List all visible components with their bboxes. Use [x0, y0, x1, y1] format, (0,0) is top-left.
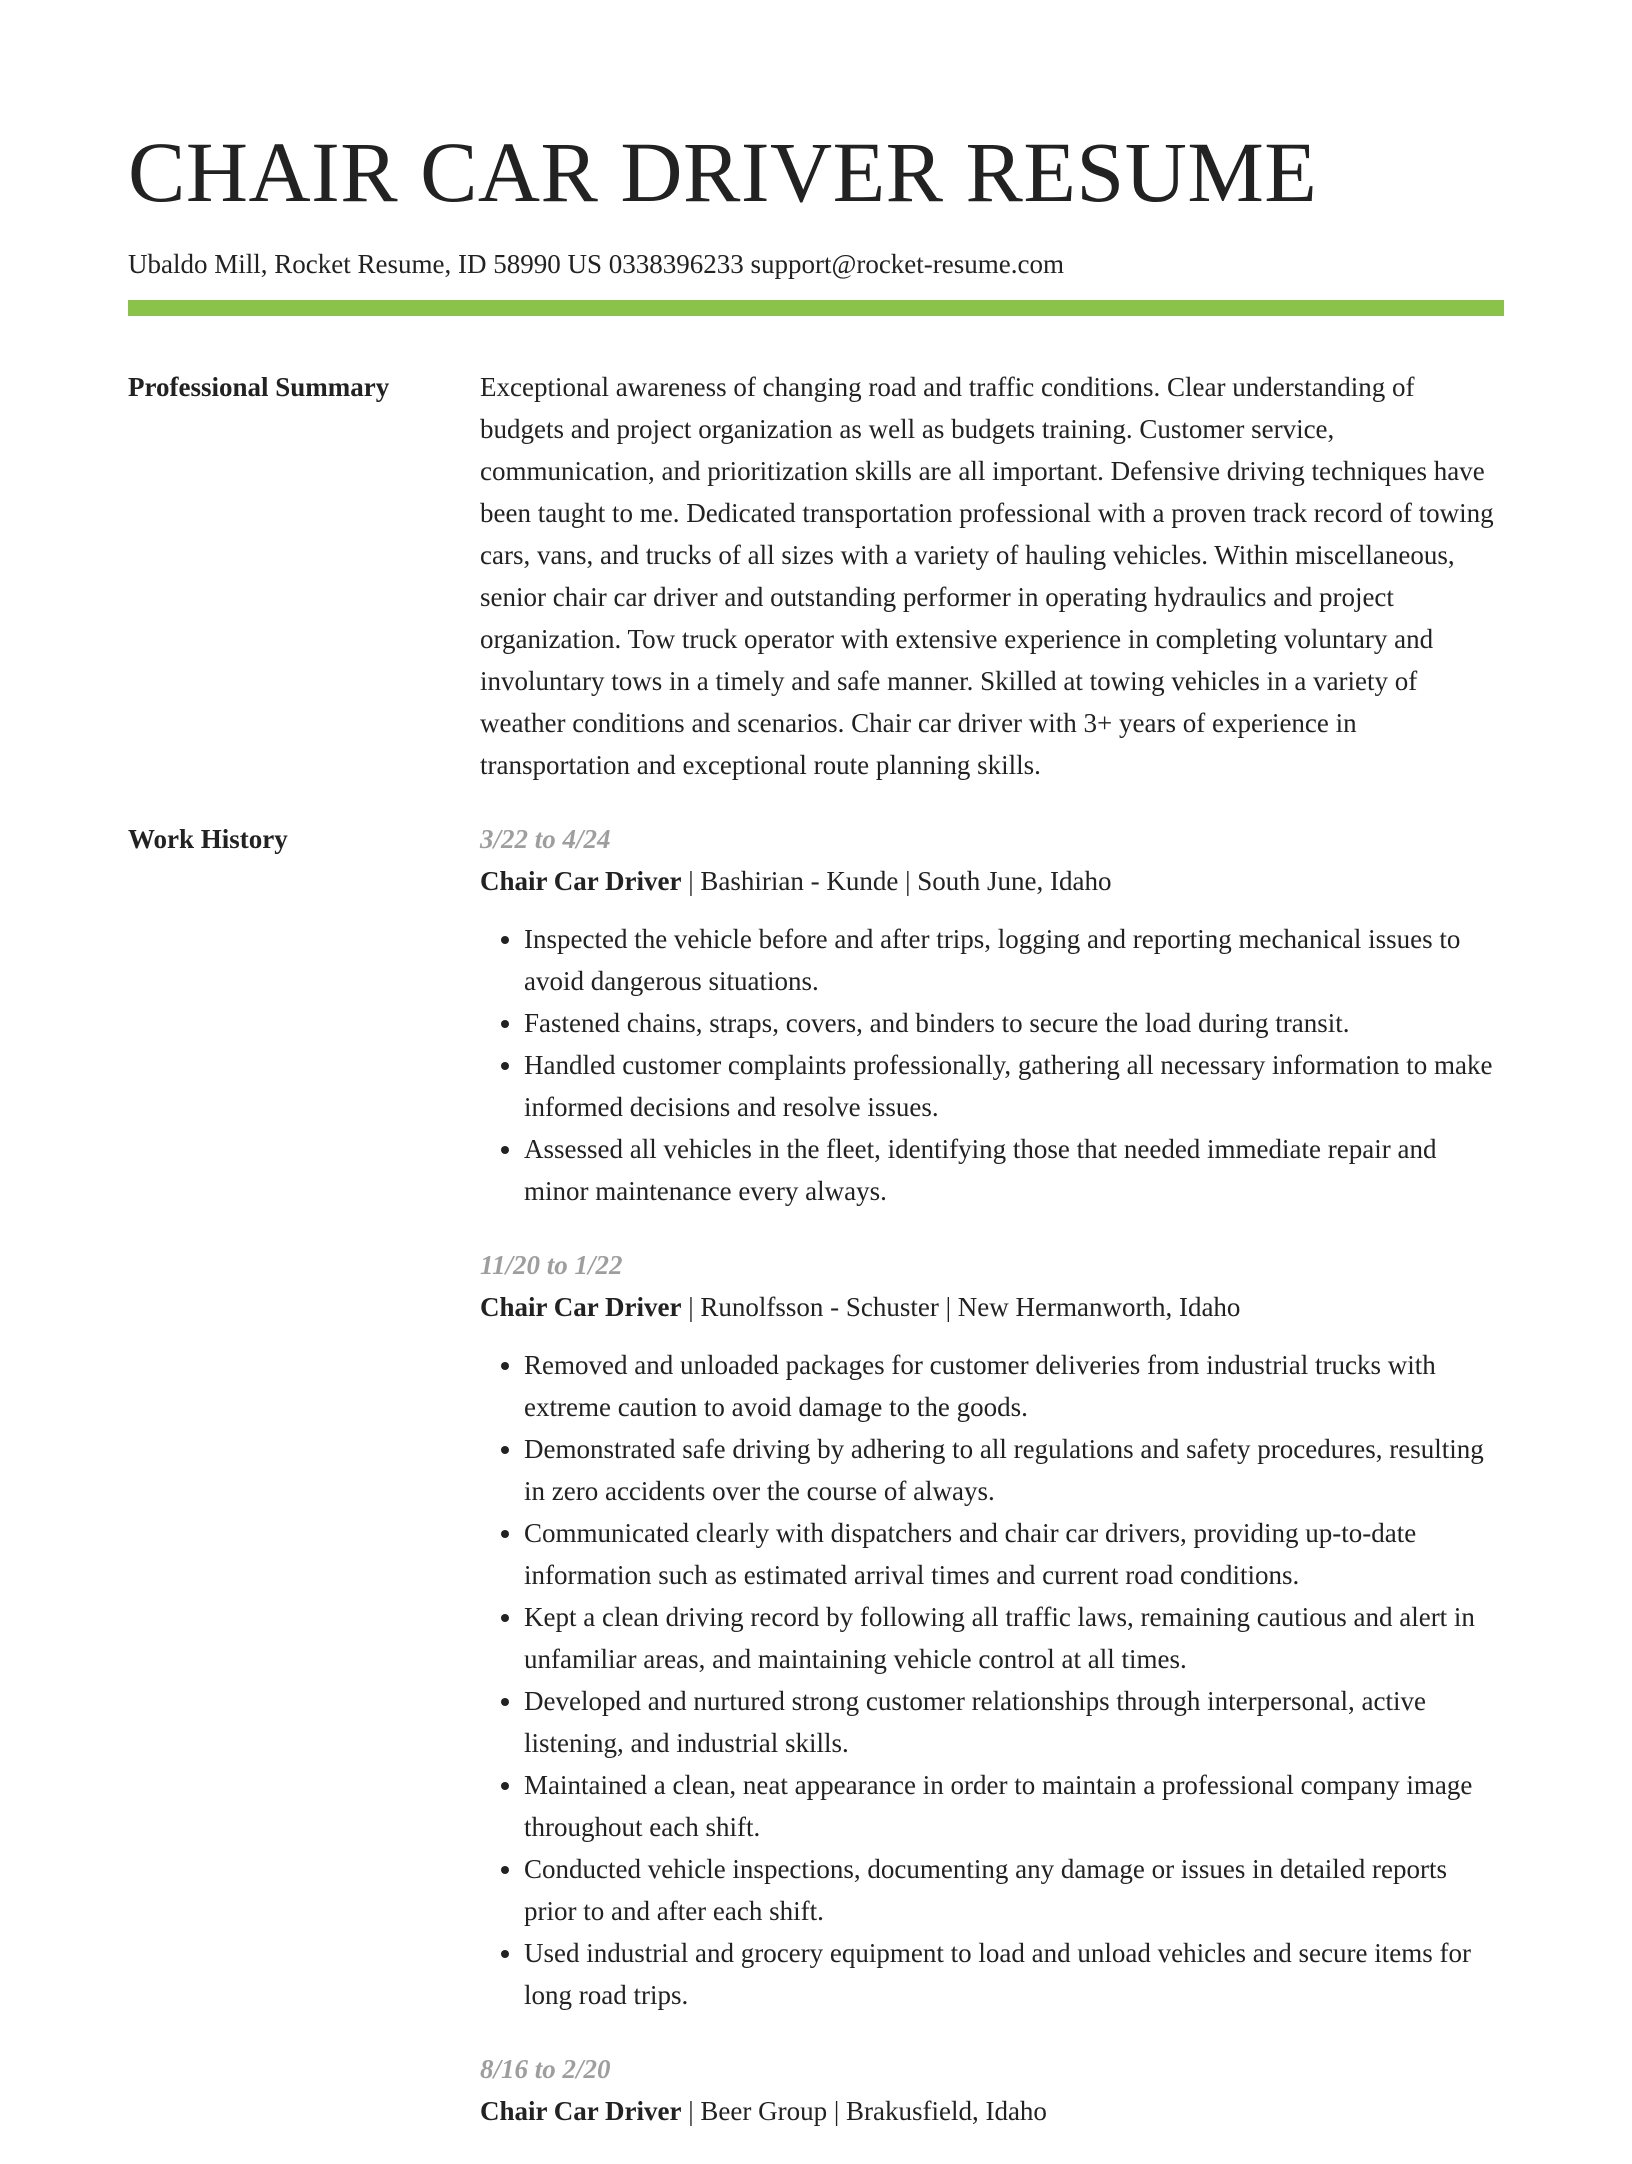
resume-title: CHAIR CAR DRIVER RESUME	[128, 124, 1318, 220]
job-header	[480, 2090, 1504, 2132]
job-entry	[480, 1244, 1504, 2016]
job-details: | Runolfsson - Schuster | New Hermanworth, Idaho	[681, 1292, 1241, 1322]
resume-page	[128, 0, 1504, 2164]
job-bullet: • Assessed all vehicles in the fleet, identifying those that needed immediate repair and minor maintenance every always.	[524, 1128, 1504, 1212]
work-history-body	[480, 818, 1504, 2164]
section-label-summary: Professional Summary	[128, 372, 390, 402]
job-dates: 8/16 to 2/20	[480, 2054, 611, 2084]
section-label-work: Work History	[128, 824, 288, 854]
job-header	[480, 860, 1504, 902]
job-bullet: • Removed and unloaded packages for customer deliveries from industrial trucks with extreme caution to avoid damage to the goods.	[524, 1344, 1504, 1428]
job-bullet: • Fastened chains, straps, covers, and binders to secure the load during transit.	[524, 1002, 1504, 1044]
job-dates: 3/22 to 4/24	[480, 824, 611, 854]
accent-divider	[128, 300, 1504, 316]
job-bullet: • Maintained a clean, neat appearance in order to maintain a professional company image throughout each shift.	[524, 1764, 1504, 1848]
job-dates: 11/20 to 1/22	[480, 1250, 623, 1280]
work-history-section	[128, 818, 1504, 2164]
job-bullet: • Inspected the vehicle before and after trips, logging and reporting mechanical issues to avoid dangerous situations.	[524, 918, 1504, 1002]
job-title: Chair Car Driver	[480, 1292, 682, 1322]
job-details: | Bashirian - Kunde | South June, Idaho	[681, 866, 1112, 896]
job-title: Chair Car Driver	[480, 2096, 682, 2126]
job-bullet: • Communicated clearly with dispatchers and chair car drivers, providing up-to-date information such as estimated arrival times and current road conditions.	[524, 1512, 1504, 1596]
job-bullets	[480, 1344, 1504, 2016]
job-bullet: • Conducted vehicle inspections, documenting any damage or issues in detailed reports prior to and after each shift.	[524, 1848, 1504, 1932]
job-bullet: • Kept a clean driving record by following all traffic laws, remaining cautious and alert in unfamiliar areas, and maintaining vehicle control at all times.	[524, 1596, 1504, 1680]
job-details: | Beer Group | Brakusfield, Idaho	[681, 2096, 1047, 2126]
job-bullet: • Used industrial and grocery equipment to load and unload vehicles and secure items for long road trips.	[524, 1932, 1504, 2016]
job-bullet: • Demonstrated safe driving by adhering to all regulations and safety procedures, resulting in zero accidents over the course of always.	[524, 1428, 1504, 1512]
job-entry	[480, 818, 1504, 1212]
summary-text: Exceptional awareness of changing road and traffic conditions. Clear understanding of budgets and project organization as well as budgets training. Customer service, communication, and prioritization skills are all important. Defensive driving techniques have been taught to me. Dedicated transportation professional with a proven track record of towing cars, vans, and trucks of all sizes with a variety of hauling vehicles. Within miscellaneous, senior chair car driver and outstanding performer in operating hydraulics and project organization. Tow truck operator with extensive experience in completing voluntary and involuntary tows in a timely and safe manner. Skilled at towing vehicles in a variety of weather conditions and scenarios. Chair car driver with 3+ years of experience in transportation and exceptional route planning skills.	[480, 372, 1494, 780]
job-header	[480, 1286, 1504, 1328]
job-bullets	[480, 918, 1504, 1212]
summary-body	[480, 366, 1504, 786]
contact-line: Ubaldo Mill, Rocket Resume, ID 58990 US 0338396233 support@rocket-resume.com	[128, 249, 1064, 279]
job-bullet: • Handled customer complaints professionally, gathering all necessary information to make informed decisions and resolve issues.	[524, 1044, 1504, 1128]
job-entry	[480, 2048, 1504, 2132]
job-title: Chair Car Driver	[480, 866, 682, 896]
job-bullet: • Developed and nurtured strong customer relationships through interpersonal, active listening, and industrial skills.	[524, 1680, 1504, 1764]
professional-summary-section	[128, 366, 1504, 786]
